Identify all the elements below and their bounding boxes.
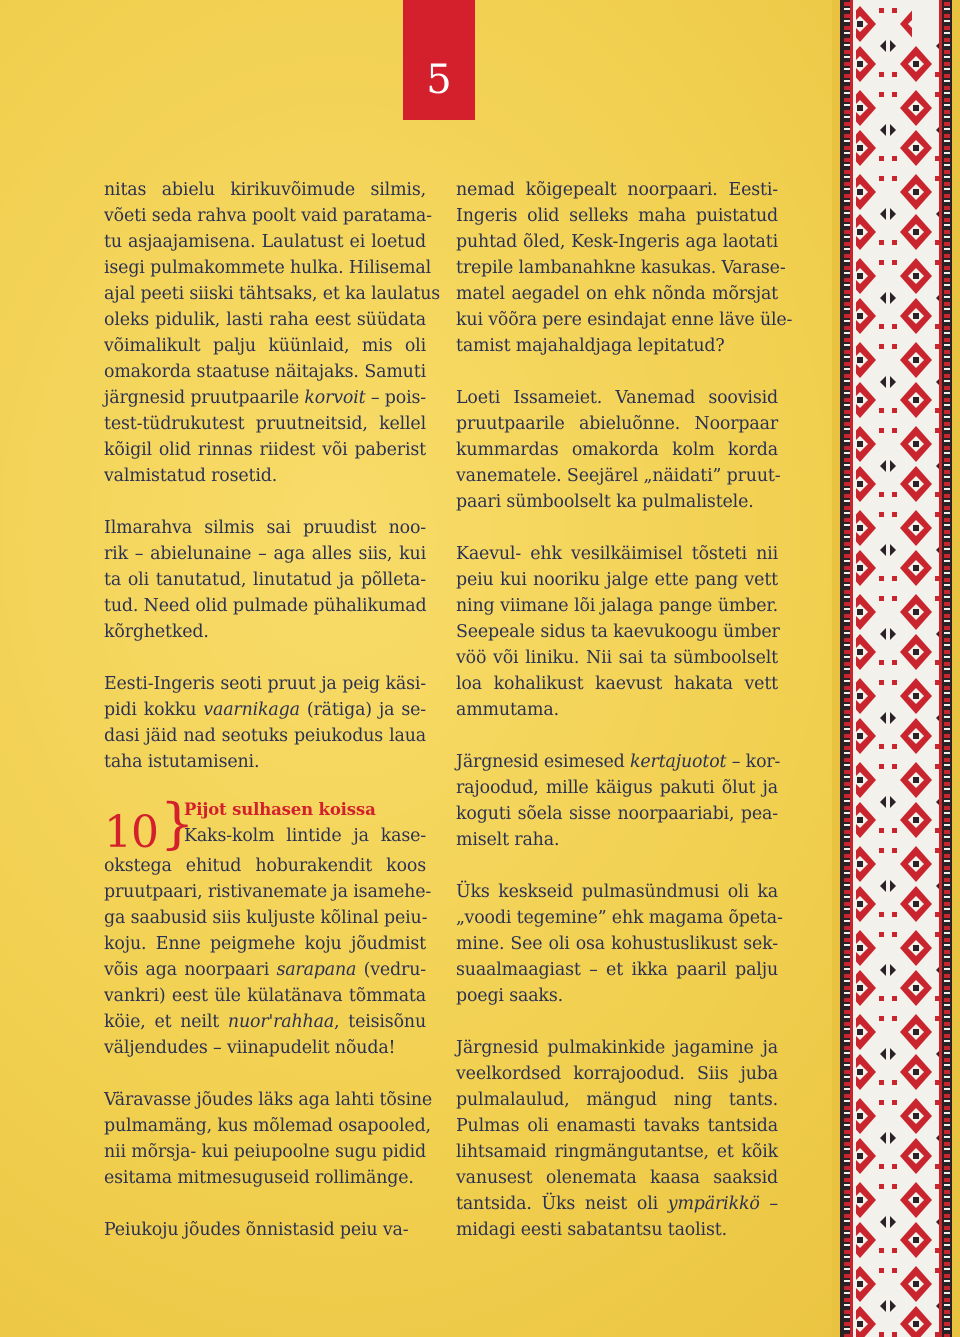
page-number-tab <box>403 0 475 120</box>
text-line: trepile lambanahkne kasukas. Varase- <box>456 258 786 278</box>
text-line: omakorda staatuse näitajaks. Samuti <box>104 362 426 382</box>
text-line: Ilmarahva silmis sai pruudist noo- <box>104 518 426 538</box>
text-line <box>104 957 426 983</box>
italic-term: sarapana <box>276 960 357 980</box>
text-line: võimalikult palju küünlaid, mis oli <box>104 336 426 356</box>
paragraph <box>456 385 781 515</box>
paragraph <box>104 671 426 775</box>
text-line: lihtsamaid ringmängutantse, et kõik <box>456 1142 778 1162</box>
text-line: vanematele. Seejärel „näidati” pruut- <box>456 466 781 486</box>
text-line: koguti sõela sisse noorpaariabi, pea- <box>456 804 778 824</box>
text-segment: tantsida. Üks neist oli <box>456 1194 668 1214</box>
text-line <box>104 385 426 411</box>
paragraph <box>104 177 441 489</box>
text-line: suaalmaagiast – et ikka paaril palju <box>456 960 778 980</box>
italic-term: ympärikkö <box>667 1194 760 1214</box>
paragraph <box>104 853 432 1061</box>
italic-term: vaarnikaga <box>203 700 300 720</box>
text-segment: võis aga noorpaari <box>104 960 277 980</box>
page-number: 5 <box>426 57 452 103</box>
text-line: Ingeris olid selleks maha puistatud <box>456 206 778 226</box>
text-line: okstega ehitud hoburakendit koos <box>104 856 426 876</box>
italic-term: nuor'rahhaa <box>227 1012 335 1032</box>
text-line: Loeti Issameiet. Vanemad soovisid <box>456 388 778 408</box>
embroidered-band-image <box>832 0 960 1337</box>
text-line: ga saabusid siis kuljuste kõlinal peiu- <box>104 908 428 928</box>
text-line: isegi pulmakommete hulka. Hilisemal <box>104 258 432 278</box>
text-line: paari sümboolselt ka pulmalistele. <box>456 492 754 512</box>
text-line: veelkordsed korrajoodud. Siis juba <box>456 1064 778 1084</box>
text-line: „voodi tegemine” ehk magama õpeta- <box>456 908 783 928</box>
text-line: ta oli tanutatud, linutatud ja põlleta- <box>104 570 426 590</box>
paragraph <box>104 1217 426 1243</box>
text-line: kõigil olid rinnas riidest või paberist <box>104 440 426 460</box>
section-title: Pijot sulhasen koissa <box>184 800 376 819</box>
text-line: vanusest olenemata kaasa saaksid <box>456 1168 778 1188</box>
text-segment: – <box>759 1194 778 1214</box>
paragraph <box>456 749 781 853</box>
text-line: taha istutamiseni. <box>104 752 260 772</box>
text-line: kui võõra pere esindajat enne läve üle- <box>456 310 793 330</box>
paragraph <box>456 541 778 723</box>
text-line: ning viimane lõi jalaga pange ümber. <box>456 596 778 616</box>
paragraph <box>104 515 426 645</box>
text-line: loa kohalikust kaevust hakata vett <box>456 674 778 694</box>
text-line <box>456 1191 778 1217</box>
text-segment: , teisisõnu <box>334 1012 427 1032</box>
text-line: valmistatud rosetid. <box>104 466 278 486</box>
text-line: ammutama. <box>456 700 559 720</box>
text-segment: pidi kokku <box>104 700 204 720</box>
text-line: tud. Need olid pulmade pühalikumad <box>104 596 427 616</box>
text-segment: Järgnesid esimesed <box>456 752 631 772</box>
text-line: pruutpaari, ristivanemate ja isamehe- <box>104 882 432 902</box>
text-line: pulmalaulud, mängud ning tants. <box>456 1090 778 1110</box>
text-line: Väravasse jõudes läks aga lahti tõsine <box>104 1090 433 1110</box>
text-segment: – kor- <box>726 752 781 772</box>
paragraph <box>104 1087 433 1191</box>
text-line <box>104 697 426 723</box>
text-line: Peiukoju jõudes õnnistasid peiu va- <box>104 1220 409 1240</box>
text-line: ajal peeti siiski tähtsaks, et ka laulatus <box>104 284 441 304</box>
text-line: puhtad õled, Kesk-Ingeris aga laotati <box>456 232 778 252</box>
text-line: rajoodud, mille käigus pakuti õlut ja <box>456 778 778 798</box>
text-line: peiu kui nooriku jalge ette pang vett <box>456 570 778 590</box>
text-line: võeti seda rahva poolt vaid paratama- <box>104 206 432 226</box>
section-10 <box>104 792 432 1061</box>
text-line: Seepeale sidus ta kaevukoogu ümber <box>456 622 780 642</box>
text-segment: järgnesid pruutpaarile <box>104 388 305 408</box>
text-line: oleks pidulik, lasti raha eest süüdata <box>104 310 426 330</box>
paragraph <box>456 1035 778 1243</box>
text-line: Järgnesid pulmakinkide jagamine ja <box>456 1038 778 1058</box>
text-line: Kaevul- ehk vesilkäimisel tõsteti nii <box>456 544 778 564</box>
text-line: väljendudes – viinapudelit nõuda! <box>104 1038 396 1058</box>
text-line: midagi eesti sabatantsu taolist. <box>456 1220 727 1240</box>
italic-term: korvoit <box>304 388 366 408</box>
text-segment: (vedru- <box>356 960 426 980</box>
text-segment: köie, et neilt <box>104 1012 228 1032</box>
text-line <box>456 749 781 775</box>
section-first-line: Kaks-kolm lintide ja kase- <box>184 826 426 846</box>
section-number: 10 <box>104 807 158 858</box>
section-heading <box>104 792 426 858</box>
text-line <box>104 1009 426 1035</box>
text-line: kummardas omakorda kolm korda <box>456 440 778 460</box>
text-line: nii mõrsja- kui peiupoolne sugu pidid <box>104 1142 426 1162</box>
text-line: pulmamäng, kus mõlemad osapooled, <box>104 1116 431 1136</box>
text-line: tamist majahaldjaga lepitatud? <box>456 336 725 356</box>
text-line: matel aegadel on ehk nõnda mõrsjat <box>456 284 778 304</box>
text-line: koju. Enne peigmehe koju jõudmist <box>104 934 426 954</box>
text-line: vankri) eest üle külatänava tõmmata <box>104 986 426 1006</box>
text-line: Üks keskseid pulmasündmusi oli ka <box>456 882 778 902</box>
text-line: nitas abielu kirikuvõimude silmis, <box>104 180 426 200</box>
text-line: mine. See oli osa kohustuslikust sek- <box>456 934 778 954</box>
paragraph <box>456 177 793 359</box>
text-segment: (rätiga) ja se- <box>299 700 426 720</box>
left-text-column <box>104 177 441 1243</box>
italic-term: kertajuotot <box>630 752 727 772</box>
text-line: tu asjaajamisena. Laulatust ei loetud <box>104 232 426 252</box>
text-line: dasi jäid nad seotuks peiukodus laua <box>104 726 426 746</box>
text-line: kõrghetked. <box>104 622 209 642</box>
section-brace: } <box>160 792 195 855</box>
text-line: Eesti-Ingeris seoti pruut ja peig käsi- <box>104 674 426 694</box>
text-line: Pulmas oli enamasti tavaks tantsida <box>456 1116 778 1136</box>
paragraph <box>456 879 783 1009</box>
text-line: vöö või liniku. Nii sai ta sümboolselt <box>456 648 778 668</box>
text-line: test-tüdrukutest pruutneitsid, kellel <box>104 414 426 434</box>
right-text-column <box>456 177 793 1243</box>
text-segment: – pois- <box>365 388 427 408</box>
text-line: miselt raha. <box>456 830 560 850</box>
text-line: esitama mitmesuguseid rollimänge. <box>104 1168 414 1188</box>
text-line: rik – abielunaine – aga alles siis, kui <box>104 544 426 564</box>
text-line: nemad kõigepealt noorpaari. Eesti- <box>456 180 778 200</box>
text-line: pruutpaarile abieluõnne. Noorpaar <box>456 414 778 434</box>
text-line: poegi saaks. <box>456 986 563 1006</box>
